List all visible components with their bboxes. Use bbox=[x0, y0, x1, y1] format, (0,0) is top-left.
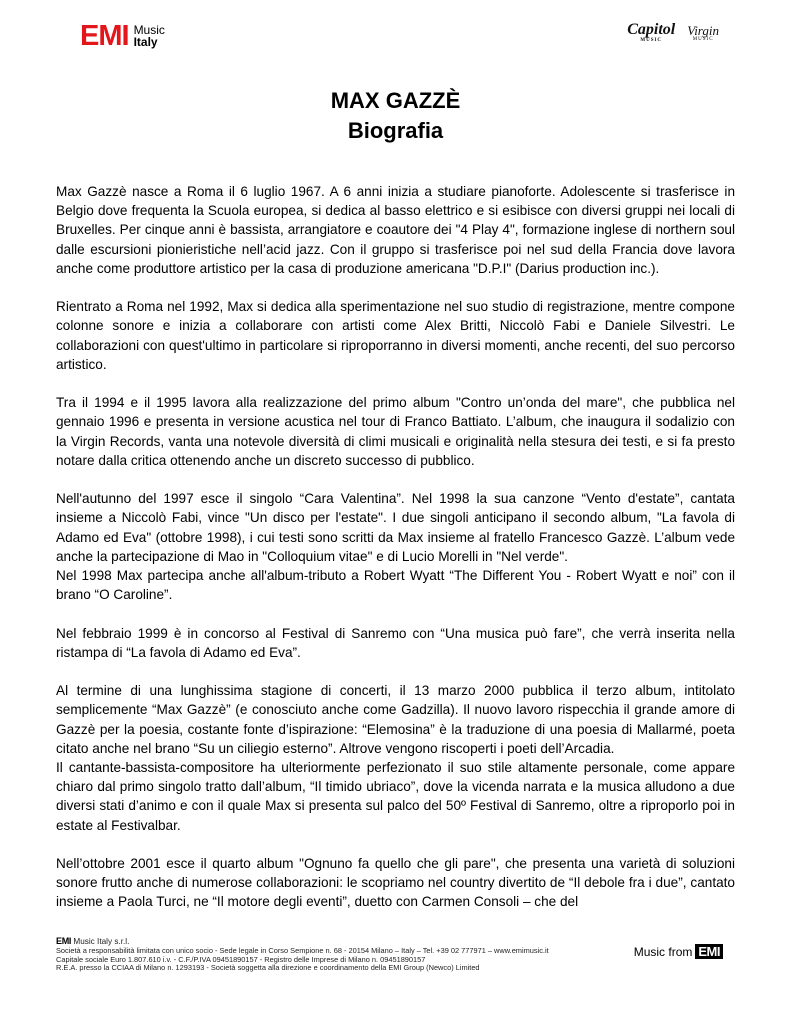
document-title: MAX GAZZÈ bbox=[330, 88, 461, 113]
body-paragraph: Al termine di una lunghissima stagione di concerti, il 13 marzo 2000 pubblica il terzo album, intitolato semplicemente “Max Gazzè” (e conosciuto anche come Gadzilla). Il nuovo lavoro rispecchia il grande amore di Gazzè per la poesia, costante fonte d’ispirazione: “Elemosina” è la traduzione di una poesia di Mallarmé, poeta citato anche nel brano “Su un ciliegio esterno”. Altrove vengono riscoperti i poeti dell’Arcadia. Il cantante-bassista-compositore ha ulteriormente perfezionato il suo stile altamente personale, come appare chiaro dal primo singolo tratto dall’album, “Il timido ubriaco”, dove la vicenda narrata e la musica alludono a due diversi stati d’animo e con il quale Max si presenta sul palco del 50º Festival di Sanremo, oltre a riproporlo poi in estate al Festivalbar. bbox=[56, 683, 735, 833]
footer-legal-line1: Società a responsabilità limitata con unico socio - Sede legale in Corso Sempione n. 68 - 20154 Milano – Italy – Tel. +39 02 777971 – www.emimusic.it bbox=[56, 946, 549, 955]
body-paragraph: Max Gazzè nasce a Roma il 6 luglio 1967. A 6 anni inizia a studiare pianoforte. Adolescente si trasferisce in Belgio dove frequenta la Scuola europea, si dedica al basso elettrico e si esibisce con diversi gruppi nei locali di Bruxelles. Per cinque anni è bassista, arrangiatore e coautore dei "4 Play 4", formazione inglese di northern soul dalle escursioni pionieristiche nell’acid jazz. Con il gruppo si trasferisce poi nel sud della Francia dove lavora anche come produttore artistico per la casa di produzione americana "D.P.I" (Darius production inc.). bbox=[56, 184, 735, 276]
body-paragraph: Rientrato a Roma nel 1992, Max si dedica alla sperimentazione nel suo studio di registrazione, mentre compone colonne sonore e inizia a collaborare con artisti come Alex Britti, Niccolò Fabi e Daniele Silvestri. Le collaborazioni con quest'ultimo in particolare si riproporranno in diversi momenti, anche recenti, del suo percorso artistico. bbox=[56, 299, 735, 372]
footer-legal-line3: R.E.A. presso la CCIAA di Milano n. 1293193 - Società soggetta alla direzione e coordinamento della EMI Group (Newco) Limited bbox=[56, 963, 480, 973]
body-paragraph: Nell'autunno del 1997 esce il singolo “Cara Valentina”. Nel 1998 la sua canzone “Vento d'estate”, cantata insieme a Niccolò Fabi, vince "Un disco per l'estate". I due singoli anticipano il secondo album, "La favola di Adamo ed Eva" (ottobre 1998), i cui testi sono scritti da Max insieme al fratello Francesco Gazzè. L’album vede anche la partecipazione di Mao in "Colloquium vitae" e di Lucio Morelli in "Nel verde". Nel 1998 Max partecipa anche all'album-tributo a Robert Wyatt “The Different You - Robert Wyatt e noi” con il brano “O Caroline”. bbox=[56, 491, 735, 603]
document-title-block bbox=[0, 86, 791, 146]
capitol-logo-sub: MUSIC bbox=[640, 38, 663, 43]
virgin-logo-text: Virgin bbox=[687, 22, 719, 38]
capitol-logo-text: Capitol bbox=[627, 21, 676, 38]
music-from-emi-mark: EMI bbox=[695, 944, 723, 959]
emi-music-italy-logo bbox=[80, 20, 165, 52]
footer-company-name: Music Italy s.r.l. bbox=[73, 937, 130, 946]
emi-logo-line2: Italy bbox=[133, 35, 158, 49]
document-subtitle: Biografia bbox=[347, 118, 444, 143]
body-paragraph: Tra il 1994 e il 1995 lavora alla realizzazione del primo album "Contro un’onda del mare", che pubblica nel gennaio 1996 e presenta in versione acustica nel tour di Franco Battiato. L’album, che inaugura il sodalizio con la Virgin Records, vanta una notevole diversità di climi musicali e originalità nella stesura dei testi, e si fa presto notare dalla critica ottenendo anche un discreto successo di pubblico. bbox=[56, 395, 735, 468]
capitol-music-logo bbox=[627, 22, 675, 44]
footer-emi-mark: EMI bbox=[56, 936, 72, 946]
emi-logo-mark: EMI bbox=[80, 20, 129, 52]
emi-logo-subtitle bbox=[134, 24, 165, 48]
body-paragraph: Nell’ottobre 2001 esce il quarto album "Ognuno fa quello che gli pare", che presenta una varietà di soluzioni sonore frutto anche di numerose collaborazioni: le scopriamo nel country divertito de “Il debole fra i due”, cantato insieme a Paola Turci, ne “Il motore degli eventi”, duetto con Carmen Consoli – che del bbox=[56, 856, 735, 910]
virgin-music-logo bbox=[687, 24, 719, 43]
virgin-logo-sub: MUSIC bbox=[692, 36, 714, 42]
emi-logo-line1: Music bbox=[133, 23, 165, 37]
body-paragraph: Nel febbraio 1999 è in concorso al Festival di Sanremo con “Una musica può fare”, che verrà inserita nella ristampa di “La favola di Adamo ed Eva”. bbox=[56, 625, 735, 660]
footer-legal-info bbox=[56, 936, 616, 973]
footer-legal-line2: Capitale sociale Euro 1.807.610 i.v. - C.F./P.IVA 09451890157 - Registro delle Imprese di Milano n. 09451890157 bbox=[56, 954, 426, 964]
document-body bbox=[56, 182, 735, 931]
label-logos bbox=[627, 22, 719, 44]
music-from-text: Music from bbox=[633, 944, 693, 959]
music-from-emi-logo bbox=[634, 944, 723, 959]
